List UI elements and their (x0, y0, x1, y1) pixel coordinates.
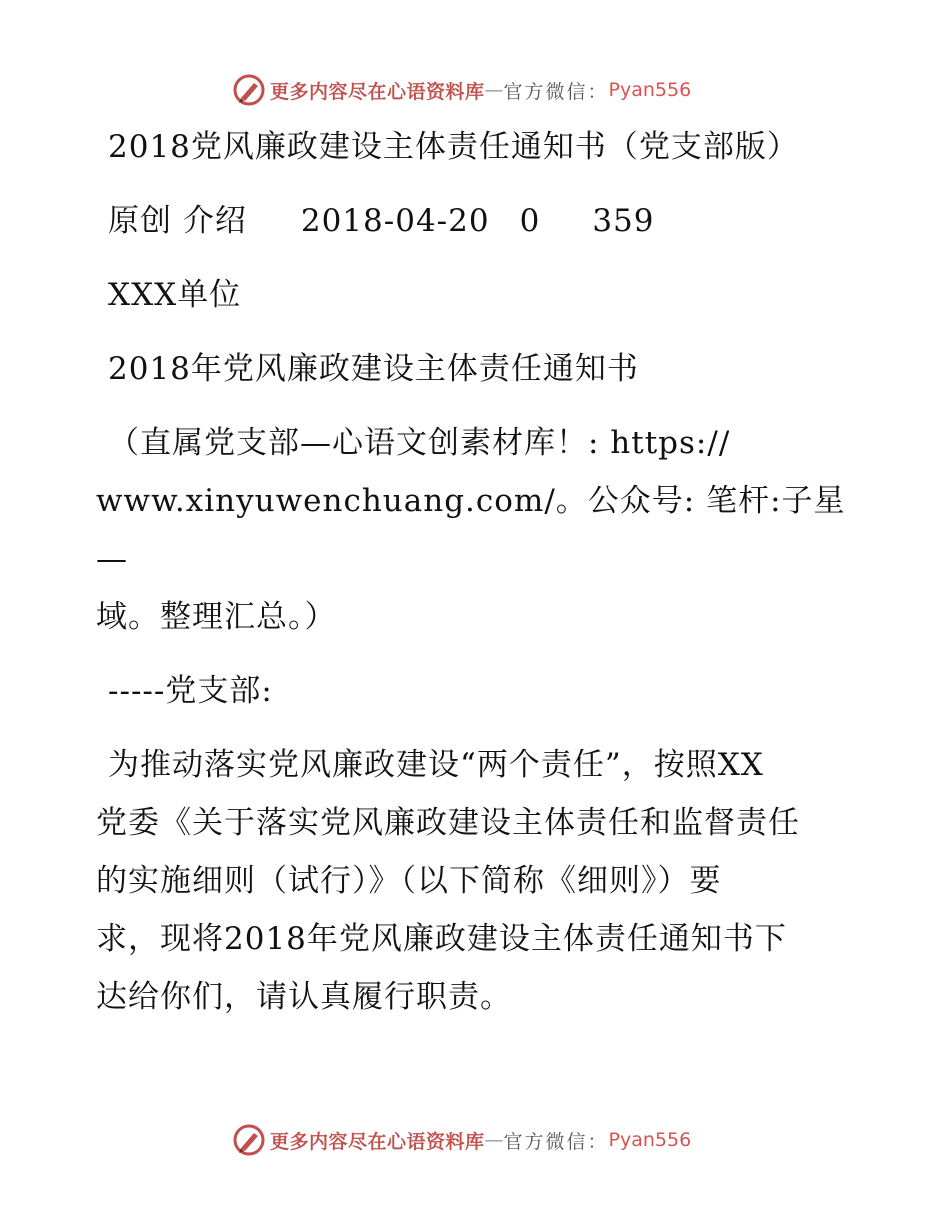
meta-comments: 0 (519, 203, 541, 239)
source-note (96, 414, 856, 646)
watermark-dash: — (484, 79, 504, 101)
header-watermark (232, 72, 712, 108)
body-line: 的实施细则（试行）》（以下简称《细则》）要 (96, 863, 722, 899)
document-meta (96, 192, 856, 250)
body-line: 为推动落实党风廉政建设“两个责任”，按照XX (108, 747, 764, 783)
note-line: 域。整理汇总。） (96, 599, 337, 635)
document-body (96, 118, 856, 1042)
meta-category: 原创 介绍 (108, 203, 247, 239)
body-line: 求，现将2018年党风廉政建设主体责任通知书下 (96, 921, 787, 957)
body-line: 达给你们，请认真履行职责。 (96, 979, 512, 1015)
watermark-brand: 更多内容尽在心语资料库 (270, 1130, 485, 1153)
watermark-brand: 更多内容尽在心语资料库 (270, 80, 485, 103)
document-heading: 2018年党风廉政建设主体责任通知书 (108, 351, 639, 387)
meta-date: 2018-04-20 (300, 203, 490, 239)
addressee: -----党支部: (108, 673, 273, 709)
watermark-id: Pyan556 (608, 79, 692, 101)
note-line: www.xinyuwenchuang.com/。公众号: 笔杆:子星— (96, 483, 846, 577)
meta-views: 359 (592, 203, 655, 239)
body-paragraph (96, 736, 856, 1026)
pen-logo-icon (232, 1123, 266, 1157)
watermark-label: 官方微信： (503, 1130, 609, 1153)
pen-logo-icon (232, 73, 266, 107)
document-unit: XXX单位 (108, 277, 242, 313)
note-line: （直属党支部—心语文创素材库！: https:// (108, 425, 731, 461)
watermark-label: 官方微信： (503, 80, 609, 103)
body-line: 党委《关于落实党风廉政建设主体责任和监督责任 (96, 805, 800, 841)
watermark-dash: — (484, 1129, 504, 1151)
footer-watermark (232, 1122, 712, 1158)
watermark-id: Pyan556 (608, 1129, 692, 1151)
document-title: 2018党风廉政建设主体责任通知书（党支部版） (108, 129, 799, 165)
